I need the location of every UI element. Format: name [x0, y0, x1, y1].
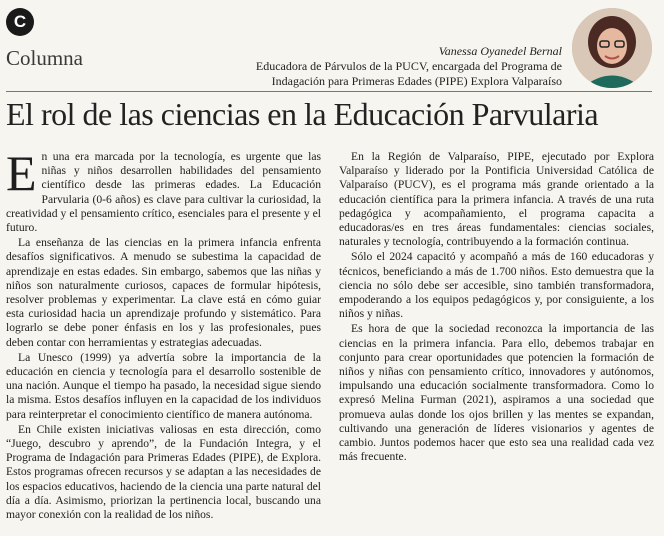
paragraph-1: En una era marcada por la tecnología, es urgente que las niñas y niños desarrollen habilidades del pensamiento científico desde las primeras edades. La Educación Parvularia (0-6 años) es clave para cultivar la curiosidad, la creatividad y el pensamiento crítico, esenciales para el presente y el futuro. [6, 145, 321, 235]
section-label: Columna [6, 46, 83, 70]
paragraph-5: En la Región de Valparaíso, PIPE, ejecutado por Explora Valparaíso y liderado por la Pontificia Universidad Católica de Valparaíso (PUCV), es el programa más grande orientado a la educación científica para la primera infancia. A través de una ruta pedagógica y acompañamiento, el programa capacita a educadoras/es en tres áreas fundamentales: ciencias sociales, naturales y tecnología, contribuyendo a la formación continua. [339, 150, 654, 249]
paragraph-2: La enseñanza de las ciencias en la primera infancia enfrenta desafíos significativos. A menudo se subestima la capacidad de aprendizaje en estas edades. Sin embargo, sabemos que las niñas y niños son naturalmente curiosos, capaces de formular hipótesis, resolver problemas y experimentar. La clave está en cómo guiar esta curiosidad hacia un aprendizaje profundo y sistemático. Para lograrlo se debe poner énfasis en los y las profesionales, pues deben contar con herramientas y estrategias adecuadas. [6, 236, 321, 349]
header-divider [6, 91, 652, 92]
paragraph-7: Es hora de que la sociedad reconozca la importancia de las ciencias en la primera infancia. Para ello, debemos trabajar en conjunto para crear oportunidades que potencien la formación de niños y niñas con pensamiento crítico, innovadores y autónomos, impulsando una educación socialmente transformadora. Como lo expresó Melina Furman (2021), aspiramos a una sociedad que promueva aulas donde los ojos brillen y las mentes se expandan, cultivando una generación de líderes visionarios y agentes de cambio. Juntos podemos hacer que esto sea una realidad cada vez más frecuente. [339, 322, 654, 464]
author-role-line-2: Indagación para Primeras Edades (PIPE) Explora Valparaíso [271, 74, 562, 88]
column-badge: C [6, 8, 34, 36]
author-role-line-1: Educadora de Párvulos de la PUCV, encargada del Programa de [255, 59, 562, 73]
paragraph-6: Sólo el 2024 capacitó y acompañó a más de 160 educadoras y técnicos, beneficiando a más de 1.700 niños. Esto demuestra que la ciencia no sólo debe ser accesible, sino también transformadora, empoderando a los equipos pedagógicos y, por consiguiente, a los niños y niñas. [339, 250, 654, 321]
drop-cap: E [6, 145, 37, 201]
author-block [256, 44, 562, 89]
author-name: Vanessa Oyanedel Bernal [438, 44, 562, 58]
paragraph-3: La Unesco (1999) ya advertía sobre la importancia de la educación en ciencia y tecnología para el desarrollo sostenible de una nación. Aunque el tiempo ha pasado, la necesidad sigue siendo la misma. Estos desafíos influyen en la capacidad de los individuos para reinterpretar el conocimiento científico de manera autónoma. [6, 350, 321, 421]
author-photo [572, 8, 652, 88]
article-body [6, 145, 654, 534]
article-title: El rol de las ciencias en la Educación Parvularia [6, 96, 599, 132]
paragraph-4: En Chile existen iniciativas valiosas en esta dirección, como “Juego, descubro y aprendo”, de la Fundación Integra, y el Programa de Indagación para Primeras Edades (PIPE), de Explora. Estos programas ofrecen recursos y se adaptan a las necesidades de los espacios educativos, haciendo de la ciencia una parte natural del día a día. Asimismo, priorizan la pertinencia local, buscando una mayor conexión con la realidad de los niños. [6, 422, 321, 522]
